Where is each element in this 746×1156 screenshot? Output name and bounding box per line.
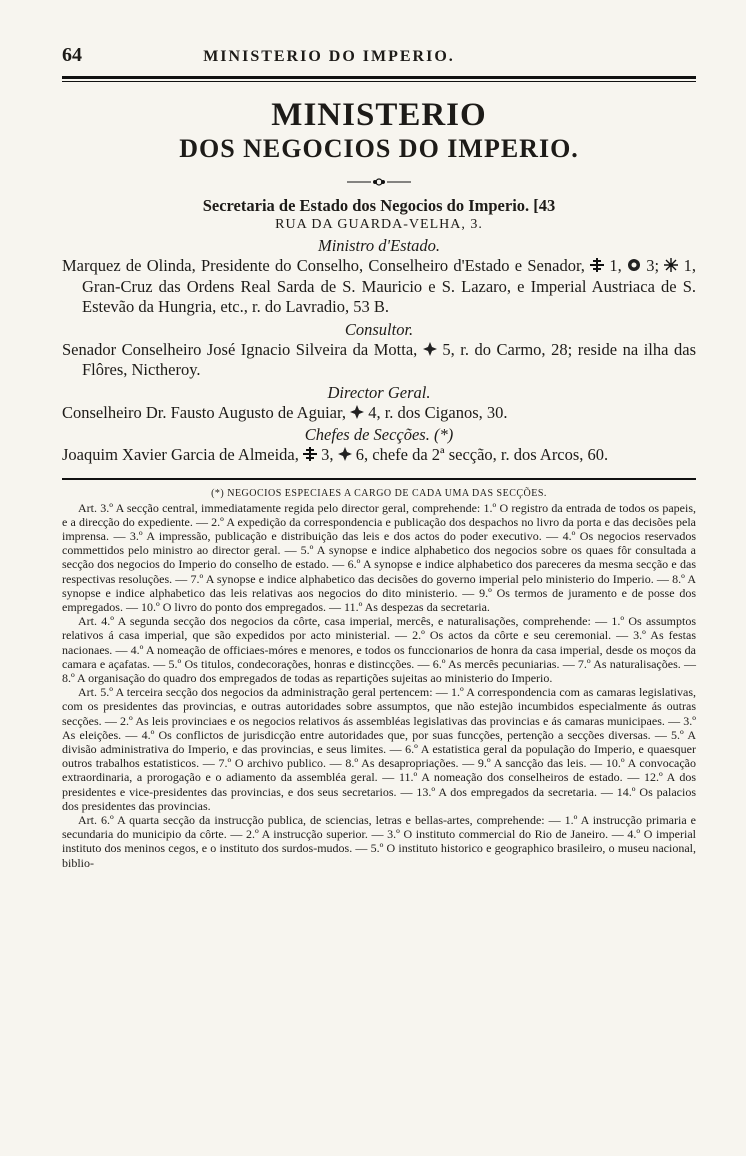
secretaria-title: Secretaria de Estado dos Negocios do Imperio. [43 bbox=[202, 196, 556, 215]
rose-order-icon bbox=[338, 447, 352, 461]
entry-text: 5, r. do Carmo, 28; reside na ilha das Flôres, Nictheroy. bbox=[82, 339, 696, 379]
footnote-rule bbox=[62, 478, 696, 480]
running-title: MINISTERIO DO IMPERIO. bbox=[203, 48, 455, 65]
heading-line-2: DOS NEGOCIOS DO IMPERIO. bbox=[179, 134, 579, 163]
role-director: Director Geral. bbox=[327, 382, 431, 402]
entry-text: Conselheiro Dr. Fausto Augusto de Aguiar, bbox=[62, 402, 346, 422]
entry-text: 1, Gran-Cruz das Ordens Real Sarda de S. Mauricio e S. Lazaro, e Imperial Austriaca de S. Estevão da Hungria, etc., r. do Lavradio, 53 B. bbox=[82, 256, 696, 316]
footnote-body bbox=[62, 501, 696, 870]
entry-text: 4, r. dos Ciganos, 30. bbox=[368, 402, 508, 422]
footnote-paragraph: Art. 3.º A secção central, immediatamente regida pelo director geral, comprehende: 1.º O registro da entrada de todos os papeis, e a direcção do expediente. — 2.º A expedição da correspondencia e publicação dos despachos no livro da porta e das decisões pela imprensa. — 3.º A impressão, publicação e distribuição das leis e dos actos do poder executivo. — 4.º Os negocios reservados commettidos pelo ministro ao director geral. — 5.º A synopse e indice alphabetico dos negocios sobre os quaes fôr consultada a secção dos negocios do Imperio do conselho de estado. — 6.º A synopse e indice alphabetico dos pareceres da mesma secção e das respectivas resoluções. — 7.º A synopse e indice alphabetico das decisões do governo imperial pelo ministerio do Imperio. — 8.º A synopse e indice alphabetico das leis relativas aos negocios do dito ministerio. — 9.º Os termos de juramento e de posse dos empregados. — 10.º O livro do ponto dos empregados. — 11.º As despezas da secretaria. bbox=[62, 500, 696, 614]
header-rule bbox=[62, 76, 696, 82]
role-consultor: Consultor. bbox=[344, 319, 414, 339]
footnote-heading: (*) NEGOCIOS ESPECIAES A CARGO DE CADA UMA DAS SECÇÕES. bbox=[211, 487, 547, 499]
entry-text: 6, chefe da 2ª secção, r. dos Arcos, 60. bbox=[355, 445, 609, 464]
ornament-divider bbox=[62, 174, 696, 188]
secretaria-address: RUA DA GUARDA-VELHA, 3. bbox=[275, 217, 483, 232]
footnote-paragraph: Art. 5.º A terceira secção dos negocios da administração geral pertencem: — 1.º A correspondencia com as camaras legislativas, com os presidentes das provincias, e outras autoridades sobre assumptos, que não estejão incumbidos especialmente ás outras secções. — 2.º As leis provinciaes e os negocios relativos ás assembléas legislativas das provincias e ás camaras municipaes. — 3.º As eleições. — 4.º Os conflictos de jurisdicção entre autoridades que, por suas funcções, pertenção a secções diversas. — 5.º A divisão administrativa do Imperio, e das provincias, e seus limites. — 6.º A estatistica geral da população do Imperio, e quaesquer outros trabalhos estatisticos. — 7.º O archivo publico. — 8.º As desapropriações. — 9.º A sancção das leis. — 10.º A convocação extraordinaria, a prorogação e o adiamento da assembléa geral. — 11.º A nomeação dos conselheiros de estado. — 12.º A dos presidentes e vice-presidentes das provincias, e dos seus secretarios. — 13.º A dos empregados da secretaria. — 14.º Os palacios dos presidentes das provincias. bbox=[62, 685, 696, 813]
entry-text: Senador Conselheiro José Ignacio Silveira da Motta, bbox=[62, 339, 418, 359]
entry-chefe bbox=[62, 445, 696, 466]
rose-order-icon bbox=[423, 342, 437, 356]
page bbox=[62, 44, 696, 870]
entry-director bbox=[62, 403, 696, 424]
footnote-paragraph: Art. 4.º A segunda secção dos negocios da côrte, casa imperial, mercês, e naturalisações, comprehende: — 1.º Os assumptos relativos á casa imperial, que são expedidos por acto ministerial. — 2.º Os actos da côrte e seu ceremonial. — 3.º As festas nacionaes. — 4.º A nomeação de officiaes-móres e menores, e todos os funccionarios de honra da casa imperial, desde os moços da camara e açafatas. — 5.º Os titulos, condecorações, honras e distincções. — 6.º As mercês pecuniarias. — 7.º As naturalisações. — 8.º A organisação do quadro dos empregados de todas as repartições sujeitas ao ministerio do Imperio. bbox=[62, 614, 696, 685]
entry-text: Joaquim Xavier Garcia de Almeida, bbox=[62, 445, 299, 464]
footnote-paragraph: Art. 6.º A quarta secção da instrucção publica, de sciencias, letras e bellas-artes, comprehende: — 1.º A instrucção primaria e secundaria do municipio da côrte. — 2.º A instrucção superior. — 3.º O instituto commercial do Rio de Janeiro. — 4.º O imperial instituto dos meninos cegos, e o instituto dos surdos-mudos. — 5.º O instituto historico e geographico brasileiro, o museu nacional, biblio- bbox=[62, 812, 696, 870]
entry-text: 3; bbox=[646, 256, 660, 275]
entry-ministro bbox=[62, 256, 696, 318]
star-order-icon bbox=[664, 258, 678, 272]
heading-line-1: MINISTERIO bbox=[271, 97, 487, 133]
entry-text: 1, bbox=[609, 256, 622, 275]
running-head bbox=[62, 44, 696, 72]
entry-text: 3, bbox=[321, 445, 334, 464]
role-ministro: Ministro d'Estado. bbox=[317, 236, 441, 255]
entry-consultor bbox=[62, 340, 696, 381]
cross-order-icon bbox=[590, 258, 604, 272]
role-chefes: Chefes de Secções. (*) bbox=[304, 425, 454, 444]
page-number: 64 bbox=[62, 44, 82, 66]
cross-order-icon bbox=[303, 447, 317, 461]
medal-order-icon bbox=[627, 258, 641, 272]
rose-order-icon bbox=[350, 405, 364, 419]
ornament-icon bbox=[347, 177, 411, 187]
entry-text: Marquez de Olinda, Presidente do Conselho, Conselheiro d'Estado e Senador, bbox=[62, 256, 585, 275]
